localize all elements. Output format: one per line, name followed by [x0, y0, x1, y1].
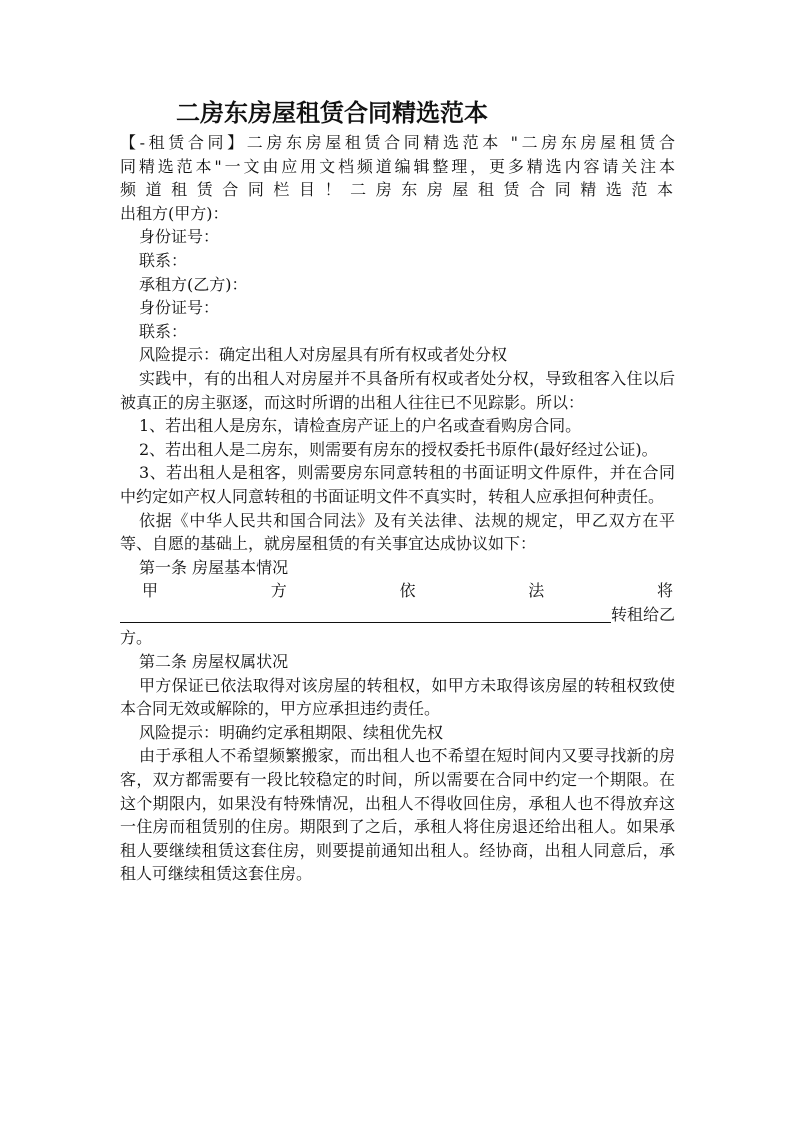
list-item-sublandlord: 2、若出租人是二房东，则需要有房东的授权委托书原件(最好经过公证)。 [139, 439, 658, 459]
article-1-end: 方。 [120, 628, 153, 648]
article-2-heading: 第二条 房屋权属状况 [139, 652, 289, 672]
address-blank-underline [120, 604, 611, 623]
risk-tip-term: 风险提示：明确约定承租期限、续租优先权 [139, 722, 444, 742]
legal-basis-paragraph: 依据《中华人民共和国合同法》及有关法律、法规的规定，甲乙双方在平等、自愿的基础上，就房屋租赁的有关事宜达成协议如下： [120, 510, 675, 554]
practice-paragraph: 实践中，有的出租人对房屋并不具备所有权或者处分权，导致租客入住以后被真正的房主驱逐，而这时所谓的出租人往往已不见踪影。所以： [120, 368, 675, 412]
article-1-word: 依 [399, 581, 416, 601]
party-b-contact-label: 联系： [139, 321, 188, 341]
party-b-label: 承租方(乙方)： [139, 274, 248, 294]
list-item-landlord: 1、若出租人是房东，请检查房产证上的户名或查看购房合同。 [139, 416, 582, 436]
list-item-tenant: 3、若出租人是租客，则需要房东同意转租的书面证明文件原件，并在合同中约定如产权人同意转租的书面证明文件不真实时，转租人应承担何种责任。 [120, 463, 675, 506]
risk-tip-ownership: 风险提示：确定出租人对房屋具有所有权或者处分权 [139, 345, 508, 365]
document-body [120, 131, 675, 886]
document-title: 二房东房屋租赁合同精选范本 [176, 98, 488, 127]
intro-line-2: 同精选范本"一文由应用文档频道编辑整理，更多精选内容请关注本 [120, 156, 675, 176]
article-2-text: 甲方保证已依法取得对该房屋的转租权，如甲方未取得该房屋的转租权致使本合同无效或解除的，甲方应承担违约责任。 [120, 675, 675, 719]
article-1-heading: 第一条 房屋基本情况 [139, 557, 289, 577]
party-a-label: 出租方(甲方)： [120, 203, 229, 223]
intro-line-3: 频道租赁合同栏目！二房东房屋租赁合同精选范本 [120, 180, 675, 200]
party-a-contact-label: 联系： [139, 250, 188, 270]
article-1-fill-line [120, 603, 675, 627]
article-1-spaced-line [120, 579, 675, 603]
intro-line-1: 【-租赁合同】二房东房屋租赁合同精选范本 "二房东房屋租赁合 [120, 133, 675, 152]
article-1-word: 法 [528, 581, 545, 601]
article-1-tail: 转租给乙 [610, 604, 675, 624]
party-a-id-label: 身份证号： [139, 227, 220, 247]
article-1-word: 将 [656, 581, 673, 601]
term-paragraph: 由于承租人不希望频繁搬家，而出租人也不希望在短时间内又要寻找新的房客，双方都需要有一段比较稳定的时间，所以需要在合同中约定一个期限。在这个期限内，如果没有特殊情况，出租人不得收回住房，承租人也不得放弃这一住房而租赁别的住房。期限到了之后，承租人将住房退还给出租人。如果承租人要继续租赁这套住房，则要提前通知出租人。经协商，出租人同意后，承租人可继续租赁这套住房。 [120, 746, 675, 884]
article-1-word: 甲 [142, 581, 159, 601]
article-1-word: 方 [270, 581, 287, 601]
party-b-id-label: 身份证号： [139, 298, 220, 318]
